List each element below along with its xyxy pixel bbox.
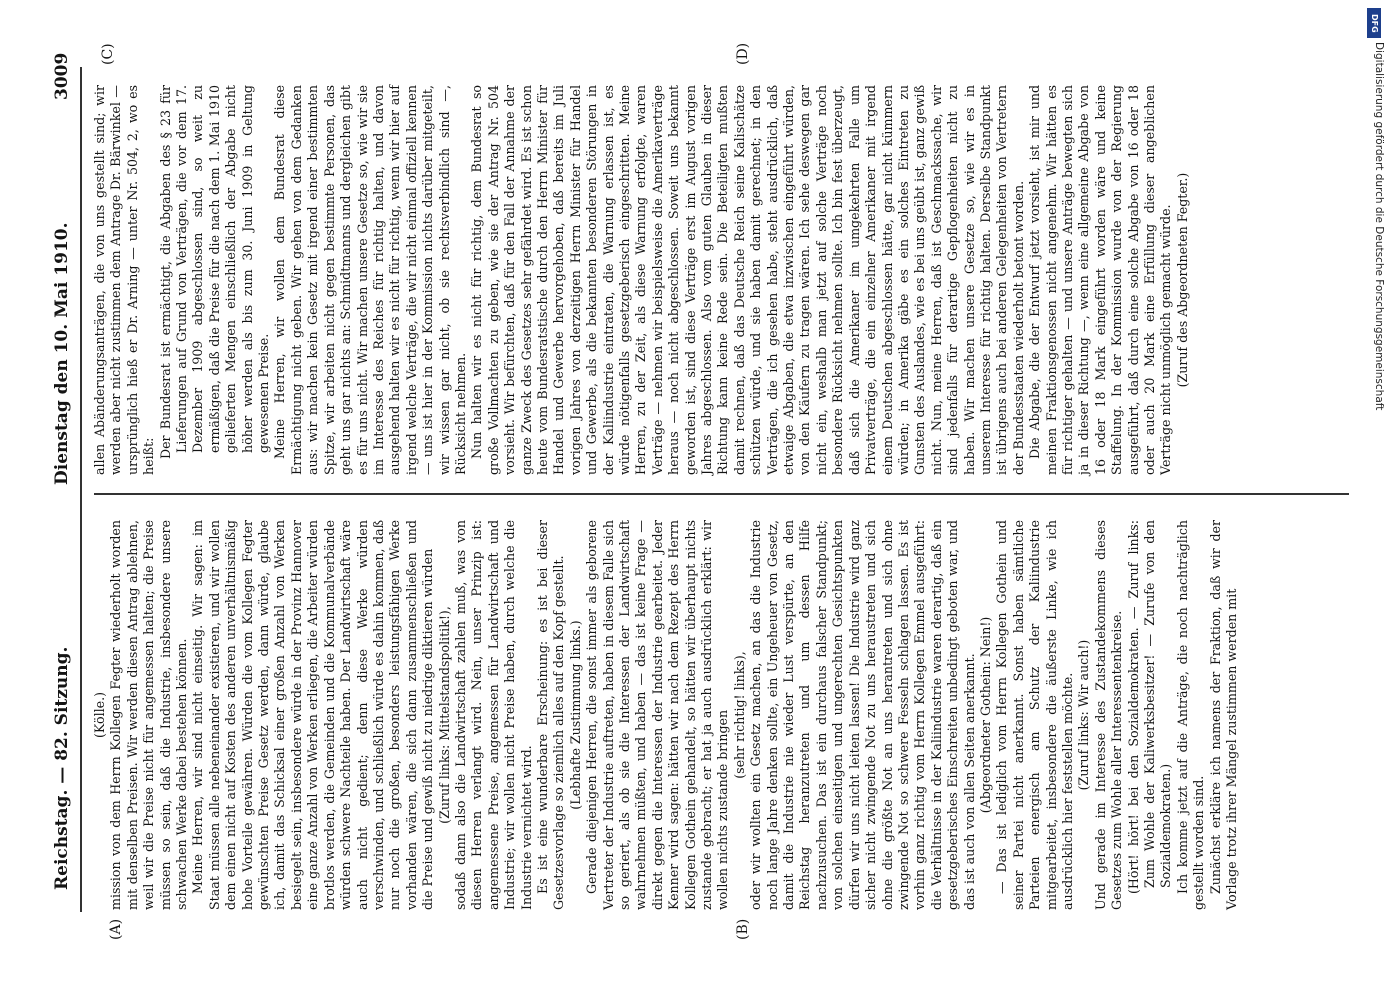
paragraph: Ich komme jetzt auf die Anträge, die noch nachträglich gestellt worden sind.	[1174, 520, 1207, 910]
paragraph: sodaß dann also die Landwirtschaft zahlen muß, was von diesen Herren verlangt wird. Nein, unser Prinzip ist: angemessene Preise, angemessen für Landwirtschaft und Industrie; wir wollen nicht Preise haben, durch welche die Industrie vernichtet wird.	[452, 520, 534, 910]
paragraph: Die Abgabe, die der Entwurf jetzt vorsieht, ist mir und meinen Fraktionsgenossen nicht angenehm. Wir hätten es für richtiger gehalten — und unsere Anträge bewegten sich ja in dieser Richtung —, wenn eine allgemeine Abgabe von 16 oder 18 Mark eingeführt worden wäre und keine Staffelung. In der Kommission wurde von der Regierung ausgeführt, daß durch eine solche Abgabe von 16 oder 18 oder auch 20 Mark eine Erfüllung dieser angeblichen Verträge nicht unmöglich gemacht würde.	[1027, 85, 1174, 475]
paragraph: Gerade diejenigen Herren, die sonst immer als geborene Vertreter der Industrie auftreten, haben in diesem Falle sich so geriert, als ob sie die Interessen der Landwirtschaft wahrnehmen müßten, und haben — das ist keine Frage — direkt gegen die Interessen der Industrie gearbeitet. Jeder Kenner wird sagen: hätten wir nach dem Rezept des Herrn Kollegen Gothein gehandelt, so hätten wir überhaupt nichts zustande gebracht; er hat ja auch ausdrücklich erklärt: wir wollen nichts zustande bringen	[584, 520, 731, 910]
right-text-column	[92, 85, 1352, 475]
page-number: 3009	[52, 52, 72, 100]
paragraph: Meine Herren, wir sind nicht einseitig. Wir sagen: im Staat müssen alle nebeneinander existieren, und wir wollen dem einen nicht auf Kosten des anderen unverhältnismäßig hohe Vorteile gewähren. Würden die vom Kollegen Fegter gewünschten Preise Gesetz werden, dann würde, glaube ich, damit das Schicksal einer großen Anzahl von Werken besiegelt sein, insbesondere würde in der Provinz Hannover eine ganze Anzahl von Werken erliegen, die Arbeiter würden brotlos werden, die Gemeinden und die Kommunalverbände würden schwere Nachteile haben. Der Landwirtschaft wäre auch nicht gedient; denn diese Werke würden verschwinden, und schließlich würde es dahin kommen, daß nur noch die großen, besonders leistungsfähigen Werke vorhanden wären, die sich dann zusammenschließen und die Preise und gewiß nicht zu niedrige diktieren würden	[190, 520, 436, 910]
header-rule	[80, 67, 82, 912]
paragraph: — Das ist lediglich vom Herrn Kollegen Gothein und seiner Partei nicht anerkannt. Sonst haben sämtliche Parteien energisch am Schutz der Kaliindustrie mitgearbeitet, insbesondere die äußerste Linke, wie ich ausdrücklich hier feststellen möchte.	[994, 520, 1075, 910]
digitization-credit	[1367, 2, 1383, 998]
interjection: (sehr richtig! links),	[731, 651, 747, 779]
paragraph: Meine Herren, wir wollen dem Bundesrat diese Ermächtigung nicht geben. Wir gehen von dem Gedanken aus: wir machen kein Gesetz mit irgend einer bestimmten Spitze, wir arbeiten nicht gegen bestimmte Personen, das geht uns gar nichts an: Schmidtmanns und dergleichen gibt es für uns nicht. Wir machen unsere Gesetze so, wie wir sie im Interesse des Reiches für richtig halten, und davon ausgehend halten wir es nicht für richtig, wenn wir hier auf irgend welche Verträge, die wir nicht einmal offiziell kennen — uns ist hier in der Kommission nichts darüber mitgeteilt, wir wissen gar nicht, ob sie rechtsverbindlich sind —, Rücksicht nehmen.	[272, 85, 468, 475]
interjection: (Zuruf links: Wir auch!)	[1076, 639, 1092, 791]
margin-mark-c: (C)	[100, 43, 116, 65]
paragraph: Zunächst erkläre ich namens der Fraktion, daß wir der Vorlage trotz ihrer Mängel zustimmen werden mit	[1207, 520, 1240, 910]
speaker-lead: (Kölle.)	[92, 692, 107, 738]
paragraph: oder wir wollten ein Gesetz machen, an das die Industrie noch lange Jahre denken sollte, ein Ungeheuer von Gesetz, damit die Industrie nie wieder Lust verspürte, an den Reichstag heranzutreten und um dessen Hilfe nachzusuchen. Das ist ein durchaus falscher Standpunkt; von solchen einseitigen und ungerechten Gesichtspunkten dürfen wir uns nicht leiten lassen! Die Industrie wird ganz sicher nicht zwingende Not zu uns heraustreten und sich ohne die größte Not an uns herantreten und sich ohne zwingende Not so schwere Fesseln schlagen lassen. Es ist vorhin ganz richtig vom Herrn Kollegen Emmel ausgeführt: die Verhältnisse in der Kaliindustrie waren derartig, daß ein gesetzgeberisches Einschreiten unbedingt geboten war, und das ist auch von allen Seiten anerkannt.	[748, 520, 977, 910]
margin-mark-a: (A)	[108, 918, 124, 940]
dfg-logo: DFG	[1367, 8, 1381, 38]
paragraph: allen Abänderungsanträgen, die von uns gestellt sind; wir werden aber nicht zustimmen dem Antrage Dr. Bärwinkel — ursprünglich hieß er Dr. Arning — unter Nr. 504, 2, wo es heißt:	[92, 85, 157, 475]
interjection: (Zuruf links: Mittelstandspolitik!),	[436, 606, 452, 824]
left-text-column	[92, 520, 1352, 910]
margin-mark-d: (D)	[735, 42, 751, 65]
credit-text: Digitalisierung gefördert durch die Deutsche Forschungsgemeinschaft	[1373, 42, 1385, 411]
paragraph: Nun halten wir es nicht für richtig, dem Bundesrat so große Vollmachten zu geben, wie sie der Antrag Nr. 504 vorsieht. Wir befürchten, daß für den Fall der Annahme der ganze Zweck des Gesetzes sehr gefährdet wird. Es ist schon heute vom Bundesratstische durch den Herrn Minister für Handel und Gewerbe hervorgehoben, daß bereits im Juli vorigen Jahres von derzeitigen Herrn Minister für Handel und Gewerbe, als die bekannten besonderen Störungen in der Kaliindustrie eintraten, die Warnung erlassen ist, es würde nötigenfalls gesetzgeberisch eingeschritten. Meine Herren, zu der Zeit, als diese Warnung erfolgte, waren Verträge — nehmen wir beispielsweise die Amerikaverträge heraus — noch nicht abgeschlossen. Soweit uns bekannt geworden ist, sind diese Verträge erst im August vorigen Jahres abgeschlossen. Also vom guten Glauben in dieser Richtung kann keine Rede sein. Die Beteiligten mußten damit rechnen, daß das Deutsche Reich seine Kalischätze schützen würde, und sie haben damit gerechnet; in den Verträgen, die ich gesehen habe, steht ausdrücklich, daß etwaige Abgaben, die etwa inzwischen eingeführt würden, von den Käufern zu tragen wären. Ich sehe deswegen gar nicht ein, weshalb man jetzt auf solche Verträge noch besondere Rücksicht nehmen sollte. Ich bin fest überzeugt, daß sich die Amerikaner im umgekehrten Falle um Privatverträge, die ein einzelner Amerikaner mit irgend einem Deutschen abgeschlossen hätte, gar nicht kümmern würden; in Amerika gäbe es ein solches Eintreten zu Gunsten des Auslandes, wie es bei uns geübt ist, ganz gewiß nicht. Nun, meine Herren, daß ist Geschmackssache, wir sind jedenfalls für derartige Gepflogenheiten nicht zu haben. Wir machen unsere Gesetze so, wie wir es in unserem Interesse für richtig halten. Derselbe Standpunkt ist übrigens auch bei anderen Gelegenheiten von Vertretern der Bundesstaaten wiederholt betont worden.	[469, 85, 1026, 475]
header-date: Dienstag den 10. Mai 1910.	[52, 222, 72, 485]
paragraph: Und gerade im Interesse des Zustandekommens dieses Gesetzes zum Wohle aller Interessentenkreise.	[1092, 520, 1125, 910]
interjection: (Zuruf des Abgeordneten Fegter.)	[1174, 172, 1190, 388]
quoted-amendment: Der Bundesrat ist ermächtigt, die Abgaben des § 23 für Lieferungen auf Grund von Verträgen, die vor dem 17. Dezember 1909 abgeschlossen sind, so weit zu ermäßigen, daß die Preise für die nach dem 1. Mai 1910 gelieferten Mengen einschließlich der Abgabe nicht höher werden als bis zum 30. Juni 1909 in Geltung gewesenen Preise.	[157, 85, 272, 459]
column-divider	[94, 494, 1349, 496]
interjection: (Lebhafte Zustimmung links.)	[567, 620, 583, 810]
header-left: Reichstag. — 82. Sitzung.	[52, 646, 72, 890]
paragraph: mission von dem Herrn Kollegen Fegter wiederholt worden mit denselben Preisen. Wir werden diesen Antrag ablehnen, weil wir die Preise nicht für angemessen halten; die Preise müssen so sein, daß die Industrie, insbesondere unsere schwachen Werke dabei bestehen können.	[108, 520, 190, 910]
paragraph: Es ist eine wunderbare Erscheinung: es ist bei dieser Gesetzesvorlage so ziemlich alles auf den Kopf gestellt.	[534, 520, 567, 910]
interjection: (Hört! hört! bei den Sozialdemokraten. — Zuruf links: Zum Wohle der Kaliwerksbesitzer! — Zurufe von den Sozialdemokraten.)	[1125, 520, 1174, 894]
margin-mark-b: (B)	[735, 918, 751, 940]
interjection: (Abgeordneter Gothein: Nein!)	[977, 616, 993, 814]
